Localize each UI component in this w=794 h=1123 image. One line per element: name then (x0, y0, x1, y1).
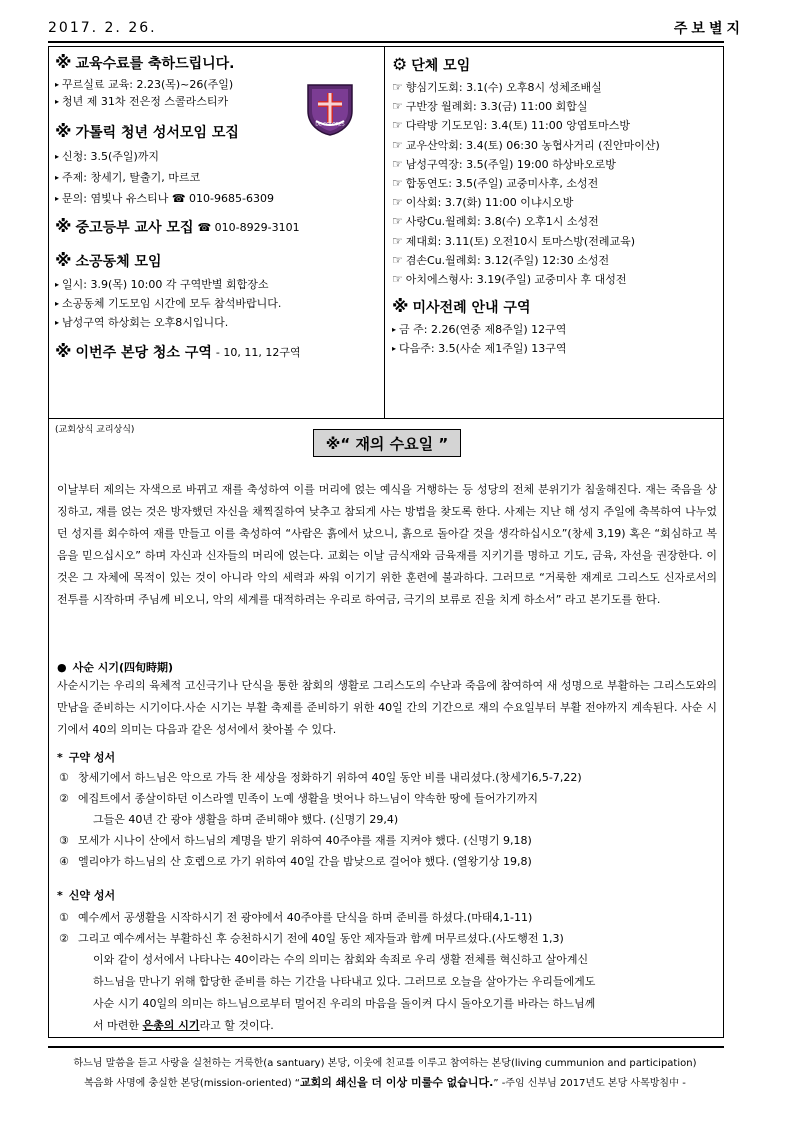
community-item: ▸ 일시: 3.9(목) 10:00 각 구역반별 회합장소 (55, 275, 375, 294)
group-item: ☞ 사랑Cu.월례회: 3.8(수) 오후1시 소성전 (392, 212, 718, 231)
hand-pointer-icon: ☞ (392, 137, 403, 152)
cursillo-logo (302, 81, 358, 141)
ot-heading: * 구약 성서 (57, 750, 116, 764)
cleaning-heading: ※ 이번주 본당 청소 구역 - 10, 11, 12구역 (55, 341, 301, 362)
sun-icon: ⚙ (392, 54, 408, 75)
teacher-heading: ※ 중고등부 교사 모집 ☎ 010-8929-3101 (55, 216, 300, 237)
ot-item: ② 에집트에서 종살이하던 이스라엘 민족이 노예 생활을 벗어나 하느님이 약속한 땅에 들어가기까지 (59, 792, 539, 805)
reference-mark-icon: ※ (55, 341, 72, 362)
bible-item: ▸ 신청: 3.5(주일)까지 (55, 146, 375, 167)
bullet-icon: ▸ (55, 280, 60, 289)
reference-mark-icon: ※ (55, 250, 72, 271)
mass-heading: ※ 미사전례 안내 구역 (392, 296, 531, 317)
cleaning-zones: - 10, 11, 12구역 (215, 346, 301, 359)
community-item: ▸ 남성구역 하상회는 오후8시입니다. (55, 313, 375, 332)
article-title: ※“ 재의 수요일 ” (313, 429, 461, 457)
community-item: ▸ 소공동체 기도모임 시간에 모두 참석바랍니다. (55, 294, 375, 313)
closing-line: 서 마련한 은총의 시기라고 할 것이다. (93, 1019, 274, 1032)
hand-pointer-icon: ☞ (392, 214, 403, 229)
reference-mark-icon: ※ (55, 52, 72, 73)
group-item: ☞ 아치에스형사: 3.19(주일) 교중미사 후 대성전 (392, 270, 718, 289)
group-item: ☞ 향심기도회: 3.1(수) 오후8시 성체조배실 (392, 78, 718, 97)
bullet-icon: ▸ (392, 344, 397, 354)
group-item: ☞ 제대회: 3.11(토) 오전10시 토마스방(전례교육) (392, 232, 718, 251)
footer-line-2: 복음화 사명에 충실한 본당(mission-oriented) “교회의 쇄신을 더 이상 미룰수 없습니다.” -주임 신부님 2017년도 본당 사목방침中 - (84, 1076, 686, 1089)
group-item: ☞ 다락방 기도모임: 3.4(토) 11:00 앙엽토마스방 (392, 116, 718, 135)
bullet-icon: ▸ (392, 325, 397, 335)
group-item: ☞ 겸손Cu.월례회: 3.12(주일) 12:30 소성전 (392, 251, 718, 270)
footer-motto: 교회의 쇄신을 더 이상 미룰수 없습니다. (300, 1076, 494, 1089)
asterisk-icon: * (57, 750, 63, 764)
group-item: ☞ 교우산악회: 3.4(토) 06:30 농협사거리 (진안마이산) (392, 136, 718, 155)
cross-shield-icon (302, 81, 358, 137)
edu-item: ▸ 꾸르실료 교육: 2.23(목)~26(주일) (55, 78, 234, 91)
mass-item: ▸ 금 주: 2.26(연중 제8주일) 12구역 (392, 320, 718, 339)
top-bar (48, 18, 746, 40)
group-item: ☞ 이삭회: 3.7(화) 11:00 이냐시오방 (392, 193, 718, 212)
nt-item: ② 그리고 예수께서는 부활하신 후 승천하시기 전에 40일 동안 제자들과 함께 머무르셨다.(사도행전 1,3) (59, 932, 564, 945)
ot-list (59, 767, 719, 872)
nt-item: ① 예수께서 공생활을 시작하시기 전 광야에서 40주야를 단식을 하며 준비를 하셨다.(마태4,1-11) (59, 911, 533, 924)
bible-item: ▸ 주제: 창세기, 탈출기, 마르코 (55, 167, 375, 188)
bible-item: ▸ 문의: 염빛나 유스티나 ☎ 010-9685-6309 (55, 188, 375, 209)
bullet-icon: ▸ (55, 318, 60, 327)
lent-heading: ● 사순 시기(四旬時期) (57, 660, 173, 674)
lent-paragraph: 사순시기는 우리의 육체적 고신극기나 단식을 통한 참회의 생활로 그리스도의 수난과 죽음에 참여하여 새 성명으로 부활하는 그리스도와의 만남을 준비하는 시기이다.사순 시기는 부활 축제를 준비하기 위한 40일 간의 기간으로 재의 수요일부터 부활 전야까지 계속된다. 사순 시기에서 40의 의미는 다음과 같은 성서에서 찾아볼 수 있다. (57, 679, 717, 736)
teacher-phone: ☎ 010-8929-3101 (197, 220, 300, 234)
ot-item-continuation: 그들은 40년 간 광야 생활을 하며 준비해야 했다. (신명기 29,4) (93, 813, 399, 826)
asterisk-icon: * (57, 888, 63, 902)
ot-item: ① 창세기에서 하느님은 악으로 가득 찬 세상을 정화하기 위하여 40일 동안 비를 내리셨다.(창세기6,5-7,22) (59, 771, 582, 784)
bullet-icon: ▸ (55, 152, 60, 161)
top-rule (48, 41, 724, 43)
intro-paragraph: 이날부터 제의는 자색으로 바뀌고 재를 축성하여 이를 머리에 얹는 예식을 거행하는 등 성당의 전체 분위기가 침울해진다. 재는 죽음을 상징하고, 재를 얹는 것은 방자했던 자신을 채찍질하여 낮추고 참되게 사는 방법을 찾도록 한다. 사제는 지난 해 성지 주일에 축복하여 나누었던 성지를 회수하여 재를 만들고 이를 축성하여 “사람은 흙에서 났으니, 흙으로 돌아갈 것을 생각하십시오”(창세 3,19) 혹은 “회심하고 복음을 믿으십시오” 하며 자신과 신자들의 머리에 얹는다. 교회는 이날 금식재와 금육재를 지키기를 명하고 기도, 금육, 자선을 권장한다. 이것은 그 자체에 목적이 있는 것이 아니라 악의 세력과 싸워 이기기 위한 훈련에 불과하다. 그러므로 “거룩한 재계로 그리스도 신자로서의 전투를 시작하며 주님께 비오니, 악의 세계를 대적하려는 우리로 하여금, 극기의 보류로 진을 치게 하소서” 라고 본기도를 한다. (57, 483, 717, 606)
group-heading: ⚙ 단체 모임 (392, 54, 471, 75)
bullet-icon: ▸ (55, 173, 60, 182)
svg-text:DE COLORES: DE COLORES (315, 122, 345, 128)
community-heading: ※ 소공동체 모임 (55, 250, 162, 271)
hand-pointer-icon: ☞ (392, 195, 403, 210)
ot-item: ③ 모세가 시나이 산에서 하느님의 계명을 받기 위하여 40주야를 재를 지켜야 했다. (신명기 9,18) (59, 834, 532, 847)
grace-period-emphasis: 은총의 시기 (142, 1019, 200, 1032)
bible-heading: ※ 가톨릭 청년 성서모임 모집 (55, 121, 239, 142)
black-circle-icon: ● (57, 660, 67, 674)
footer-line-1: 하느님 말씀을 듣고 사랑을 실천하는 거룩한(a santuary) 본당, 이웃에 친교를 이루고 참여하는 본당(living cummunion and participation) (73, 1058, 697, 1069)
bullet-icon: ▸ (55, 194, 60, 203)
hand-pointer-icon: ☞ (392, 156, 403, 171)
section-divider (49, 418, 723, 419)
nt-item-continuation: 사순 시기 40일의 의미는 하느님으로부터 멀어진 우리의 마음을 돌이켜 다시 돌아오기를 바라는 하느님께 (93, 997, 596, 1010)
nt-item-continuation: 하느님을 만나기 위해 합당한 준비를 하는 기간을 나타내고 있다. 그러므로 오늘을 살아가는 우리들에게도 (93, 975, 596, 988)
nt-list (59, 907, 719, 1037)
bullet-icon: ▸ (55, 97, 60, 106)
hand-pointer-icon: ☞ (392, 233, 403, 248)
bullet-icon: ▸ (55, 80, 60, 89)
hand-pointer-icon: ☞ (392, 252, 403, 267)
group-item: ☞ 남성구역장: 3.5(주일) 19:00 하상바오로방 (392, 155, 718, 174)
nt-item-continuation: 이와 같이 성서에서 나타나는 40이라는 수의 의미는 참회와 속죄로 우리 생활 전체를 혁신하고 살아계신 (93, 953, 589, 966)
bulletin-label: 주보별지 (673, 21, 744, 37)
group-list (392, 78, 718, 289)
column-divider (384, 47, 385, 418)
hand-pointer-icon: ☞ (392, 176, 403, 191)
group-item: ☞ 구반장 월례회: 3.3(금) 11:00 회합실 (392, 97, 718, 116)
section-tag: (교회상식 교리상식) (55, 425, 135, 435)
bullet-icon: ▸ (55, 299, 60, 308)
edu-heading: ※ 교육수료를 축하드립니다. (55, 52, 235, 73)
hand-pointer-icon: ☞ (392, 99, 403, 114)
content-frame (48, 46, 724, 1038)
reference-mark-icon: ※ (392, 296, 409, 317)
hand-pointer-icon: ☞ (392, 272, 403, 287)
reference-mark-icon: ※ (55, 121, 72, 142)
nt-heading: * 신약 성서 (57, 888, 116, 902)
bulletin-date: 2017. 2. 26. (48, 20, 157, 36)
hand-pointer-icon: ☞ (392, 80, 403, 94)
edu-item: ▸ 청년 제 31차 전은정 스콜라스티카 (55, 95, 229, 108)
right-column (392, 55, 718, 359)
footer-rule (48, 1046, 724, 1048)
hand-pointer-icon: ☞ (392, 118, 403, 133)
mass-item: ▸ 다음주: 3.5(사순 제1주일) 13구역 (392, 339, 718, 358)
ot-item: ④ 엘리야가 하느님의 산 호렙으로 가기 위하여 40일 간을 밤낮으로 걸어야 했다. (열왕기상 19,8) (59, 855, 532, 868)
group-item: ☞ 합동연도: 3.5(주일) 교중미사후, 소성전 (392, 174, 718, 193)
reference-mark-icon: ※ (55, 216, 72, 237)
